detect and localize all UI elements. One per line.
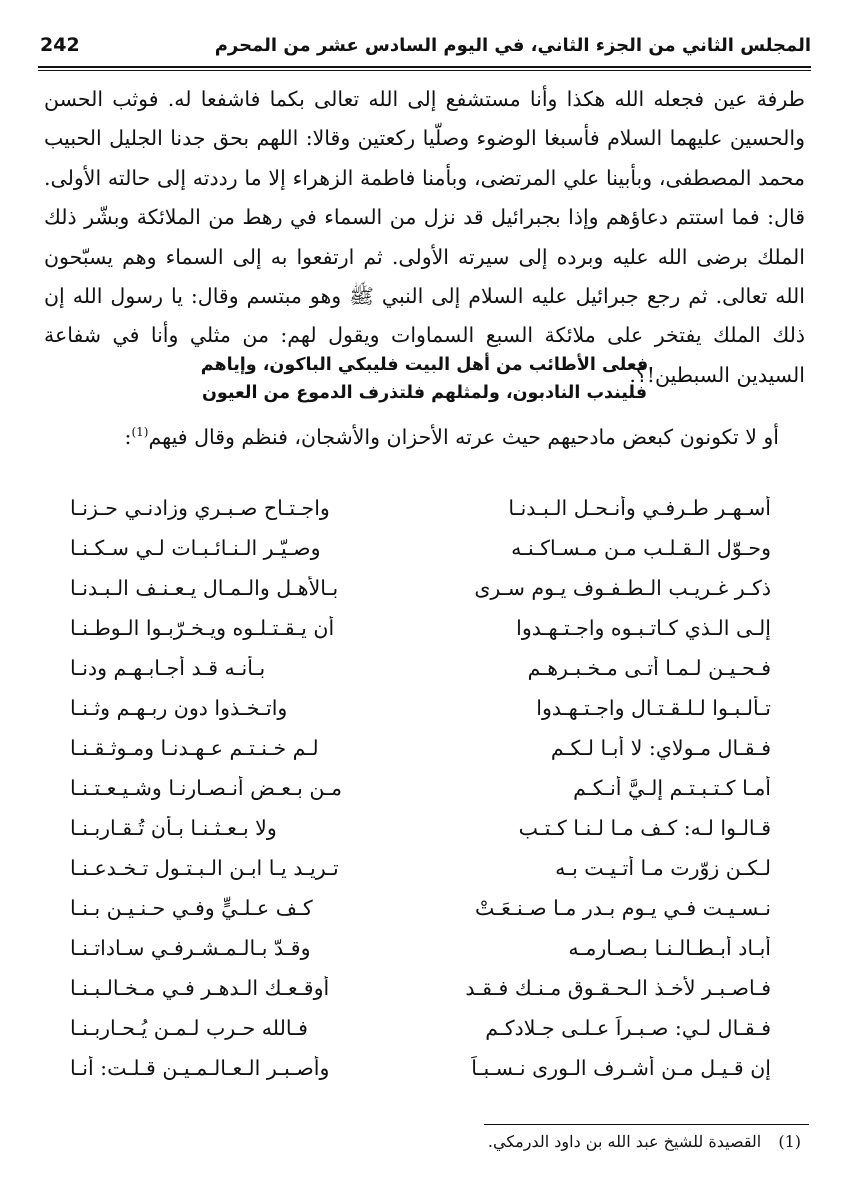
poem-verse [40,848,809,888]
poem-verse [40,648,809,688]
verse-intro [60,351,789,407]
poem-verse [40,968,809,1008]
footnote-text: القصيدة للشيخ عبد الله بن داود الدرمكي. [487,1132,762,1151]
verse-intro-line: فعلى الأطائب من أهل البيت فليبكي الباكون، وإياهم [200,355,649,375]
poem-verse [40,1008,809,1048]
verse-second-hemistich: أن يـقـتـلـوه ويـخـرّبـوا الـوطـنـا [70,616,335,640]
poem-verse [40,1048,809,1088]
verse-second-hemistich: بـأنـه قـد أجـابـهـم ودنـا [70,656,266,680]
verse-intro-line: فليندب النادبون، ولمثلهم فلتذرف الدموع من العيون [201,383,648,403]
poem-verse [40,888,809,928]
verse-first-hemistich: فـقـال مـولاي: لا أبـا لـكـم [550,736,771,760]
verse-second-hemistich: ولا بـعـثـنـا بـأن تُـقـاربـنـا [70,816,277,840]
footnote-rule [484,1124,809,1125]
verse-second-hemistich: لـم خـنـتـم عـهـدنـا ومـوثـقـنـا [70,736,319,760]
poem-intro-text: أو لا تكونون كبعض مادحيهم حيث عرته الأحزان والأشجان، فنظم وقال فيهم [148,424,779,449]
verse-first-hemistich: ذكـر غـريـب الـطـفـوف يـوم سـرى [474,576,771,600]
verse-second-hemistich: وأصـبـر الـعـالـمـيـن قـلـت: أنـا [70,1056,330,1080]
verse-first-hemistich: قـالـوا لـه: كـف مـا لـنـا كـتـب [518,816,771,840]
footnote [488,1130,801,1154]
poem-verse [40,568,809,608]
verse-second-hemistich: تـريـد يـا ابـن الـبـتـول تـخـدعـنـا [70,856,339,880]
verse-first-hemistich: وحـوّل الـقـلـب مـن مـسـاكـنـه [511,536,771,560]
verse-first-hemistich: إلـى الـذي كـاتـبـوه واجـتـهـدوا [516,616,771,640]
poem-verse [40,488,809,528]
poem-verse [40,608,809,648]
poem [40,488,809,1088]
verse-first-hemistich: إن قـيـل مـن أشـرف الـورى نـسـبـاً [471,1056,771,1080]
page-number: 242 [40,34,80,56]
poem-verse [40,768,809,808]
page-header [40,30,811,60]
verse-first-hemistich: أسـهـر طـرفـي وأنـحـل الـبـدنـا [508,496,771,520]
poem-verse [40,928,809,968]
verse-first-hemistich: فـقـال لـي: صـبـراً عـلـى جـلادكـم [485,1016,771,1040]
poem-intro-colon: : [124,424,132,449]
verse-first-hemistich: لـكـن زوّرت مـا أتـيـت بـه [555,856,771,880]
header-rule [38,66,811,71]
verse-first-hemistich: تـألـبـوا لـلـقـتـال واجـتـهـدوا [536,696,771,720]
poem-verse [40,808,809,848]
poem-verse [40,528,809,568]
verse-first-hemistich: فـحـيـن لـمـا أتـى مـخـبـرهـم [527,656,771,680]
verse-second-hemistich: فـالله حـرب لـمـن يُـحـاربـنـا [70,1016,308,1040]
verse-second-hemistich: كـف عـلـيٍّ وفـي حـنـيـن بـنـا [70,896,313,920]
verse-first-hemistich: فـاصـبـر لأخـذ الـحـقـوق مـنـك فـقـد [465,976,771,1000]
verse-second-hemistich: مـن بـعـض أنـصـارنـا وشـيـعـتـنـا [70,776,342,800]
verse-second-hemistich: أوقـعـك الـدهـر فـي مـخـالـبـنـا [70,976,330,1000]
body-paragraph: طرفة عين فجعله الله هكذا وأنا مستشفع إلى الله تعالى بكما فاشفعا له. فوثب الحسن والحسين عليهما السلام فأسبغا الوضوء وصلّيا ركعتين وقالا: اللهم بحق جدنا الجليل الحبيب محمد المصطفى، وبأبينا علي المرتضى، وبأمنا فاطمة الزهراء إلا ما رددته إلى حالته الأولى. قال: فما استتم دعاؤهم وإذا بجبرائيل قد نزل من السماء في رهط من الملائكة وبشّر ذلك الملك برضى الله عليه وبرده إلى سيرته الأولى. ثم ارتفعوا به إلى السماء وهم يسبّحون الله تعالى. ثم رجع جبرائيل عليه السلام إلى النبي ﷺ وهو مبتسم وقال: يا رسول الله إن ذلك الملك يفتخر على ملائكة السبع السماوات ويقول لهم: من مثلي وأنا في شفاعة السيدين السبطين!؟. [44,87,805,387]
poem-intro-line [44,412,805,457]
footnote-reference[interactable]: (1) [131,425,149,439]
verse-second-hemistich: بـالأهـل والـمـال يـعـنـف الـبـدنـا [70,576,339,600]
verse-second-hemistich: وصـيّـر الـنـائـبـات لـي سـكـنـا [70,536,321,560]
running-title: المجلس الثاني من الجزء الثاني، في اليوم السادس عشر من المحرم [214,34,811,56]
verse-first-hemistich: أمـا كـتـبـتـم إلـيَّ أنـكـم [573,776,771,800]
verse-first-hemistich: أبـاد أبـطـالـنـا بـصـارمـه [568,936,771,960]
verse-second-hemistich: واجـتـاح صـبـري وزادنـي حـزنـا [70,496,330,520]
poem-verse [40,728,809,768]
verse-first-hemistich: نـسـيـت فـي يـوم بـدر مـا صـنـعَـتْ [474,896,771,920]
verse-second-hemistich: واتـخـذوا دون ربـهـم وثـنـا [70,696,288,720]
footnote-marker: (1) [778,1132,801,1151]
poem-verse [40,688,809,728]
verse-second-hemistich: وقـدّ بـالـمـشـرفـي سـاداتـنـا [70,936,311,960]
